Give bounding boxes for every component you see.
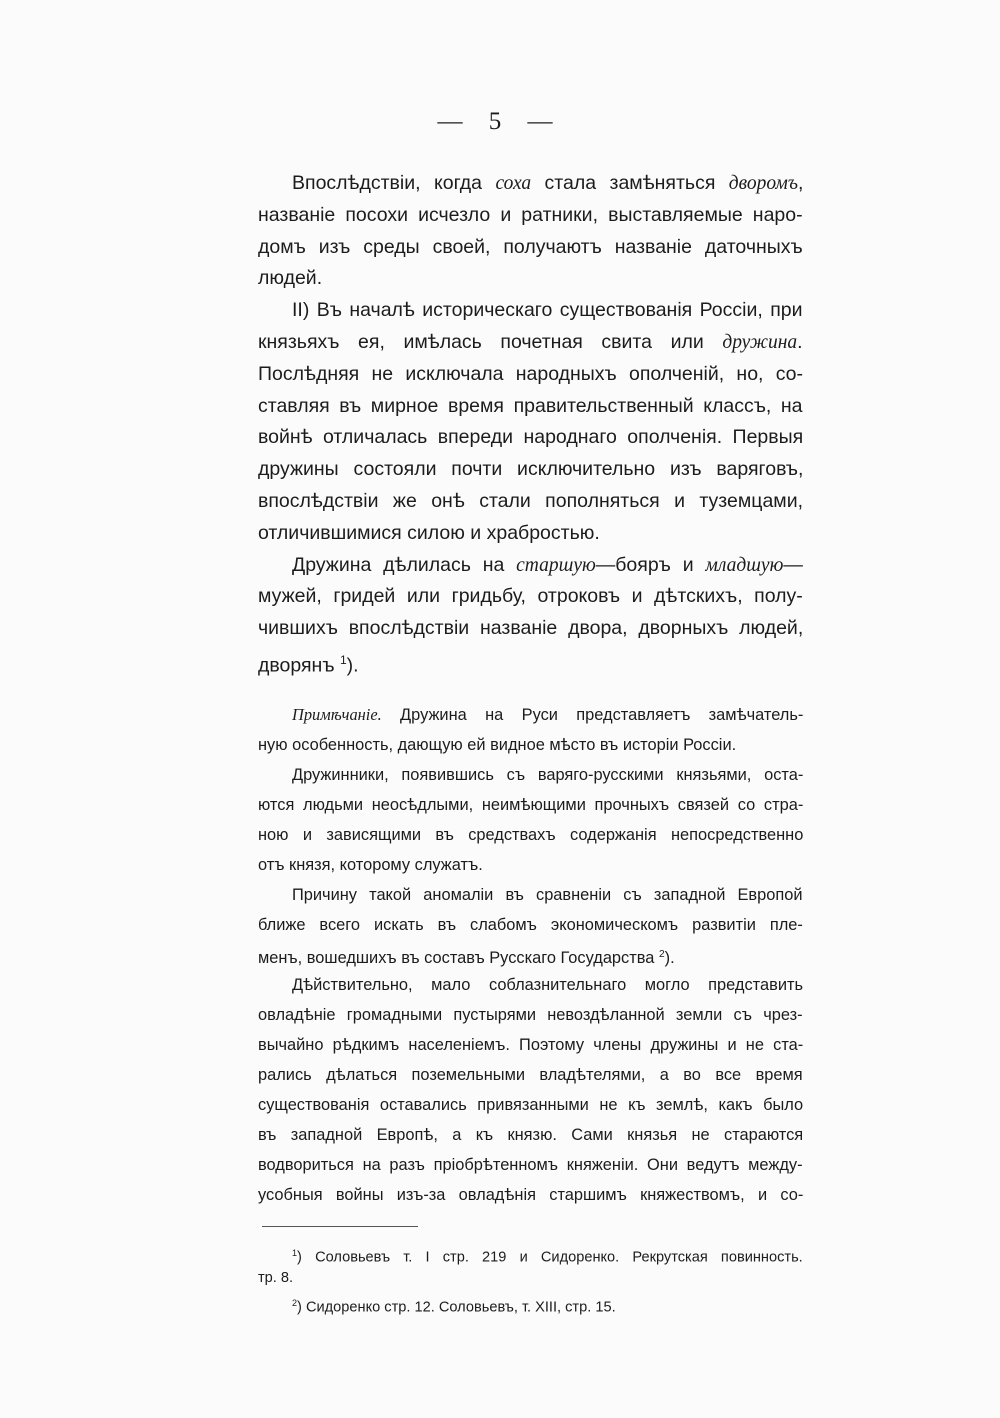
note-line: въ западной Европѣ, а къ князю. Сами князья не стараются: [258, 1126, 804, 1144]
note-text: [258, 700, 803, 1210]
footnote-line: тр. 8.: [258, 1270, 294, 1286]
footnote-line: $^2$) Сидоренко стр. 12. Соловьевъ, т. XIII, стр. 15.: [292, 1298, 616, 1316]
footnote-rule: [262, 1226, 418, 1227]
main-line: ставляя въ мирное время правительственный классъ, на: [258, 394, 803, 417]
main-line: отличившимися силою и храбростью.: [258, 521, 600, 544]
main-line: домъ изъ среды своей, получаютъ названіе даточныхъ: [258, 235, 803, 258]
main-line: дружины состояли почти исключительно изъ варяговъ,: [258, 458, 804, 481]
note-line: Примѣчаніе. Дружина на Руси представляетъ замѣчатель-: [292, 705, 804, 724]
main-line: Впослѣдствіи, когда соха стала замѣняться дворомъ,: [292, 172, 804, 194]
note-line: вычайно рѣдкимъ населеніемъ. Поэтому члены дружины и не ста-: [258, 1036, 804, 1054]
main-text: [258, 168, 803, 677]
note-line: водвориться на разъ пріобрѣтенномъ княженіи. Они ведутъ между-: [258, 1156, 803, 1174]
footnotes: [258, 1241, 803, 1316]
main-line: впослѣдствіи же онѣ стали пополняться и туземцами,: [258, 489, 804, 512]
note-line: Дружинники, появившись съ варяго-русскими князьями, оста-: [292, 766, 804, 784]
note-line: отъ князя, которому служатъ.: [258, 856, 483, 874]
note-line: менъ, вошедшихъ въ составъ Русскаго Государства $^2$).: [258, 949, 675, 968]
main-line: Дружина дѣлилась на старшую—бояръ и младшую—: [292, 553, 803, 576]
main-line: дворянъ $^1$).: [258, 652, 359, 677]
note-line: Дѣйствительно, мало соблазнительнаго могло представить: [292, 976, 804, 994]
note-line: ною и зависящими въ средствахъ содержанія непосредственно: [258, 826, 804, 844]
main-line: мужей, гридей или гридьбу, отроковъ и дѣтскихъ, полу-: [258, 585, 803, 608]
main-line: чившихъ впослѣдствіи названіе двора, дворныхъ людей,: [258, 617, 804, 640]
main-line: людей.: [258, 267, 323, 290]
note-line: ную особенность, дающую ей видное мѣсто въ исторіи Россіи.: [258, 736, 737, 754]
main-line: князьяхъ ея, имѣлась почетная свита или дружина.: [258, 330, 803, 353]
main-line: названіе посохи исчезло и ратники, выставляемые наро-: [258, 203, 803, 226]
main-line: II) Въ началѣ историческаго существованія Россіи, при: [292, 299, 803, 322]
page-number: — 5 —: [437, 108, 563, 135]
note-line: ближе всего искать въ слабомъ экономическомъ развитіи пле-: [258, 916, 803, 934]
main-line: Послѣдняя не исключала народныхъ ополченій, но, со-: [258, 362, 804, 385]
note-line: существованія оставались привязанными не къ землѣ, какъ было: [258, 1096, 804, 1114]
footnote-line: $^1$) Соловьевъ т. I стр. 219 и Сидоренко. Рекрутская повинность.: [292, 1248, 803, 1266]
main-line: войнѣ отличалась впереди народнаго ополченія. Первыя: [258, 426, 804, 449]
note-line: ются людьми неосѣдлыми, неимѣющими прочныхъ связей со стра-: [258, 796, 804, 814]
note-line: овладѣніе громадными пустырями невоздѣланной земли съ чрез-: [258, 1006, 803, 1024]
note-line: Причину такой аномаліи въ сравненіи съ западной Европой: [292, 886, 803, 904]
note-line: усобныя войны изъ-за овладѣнія старшимъ княжествомъ, и со-: [258, 1186, 804, 1204]
note-line: рались дѣлаться поземельными владѣтелями, а во все время: [258, 1066, 803, 1084]
